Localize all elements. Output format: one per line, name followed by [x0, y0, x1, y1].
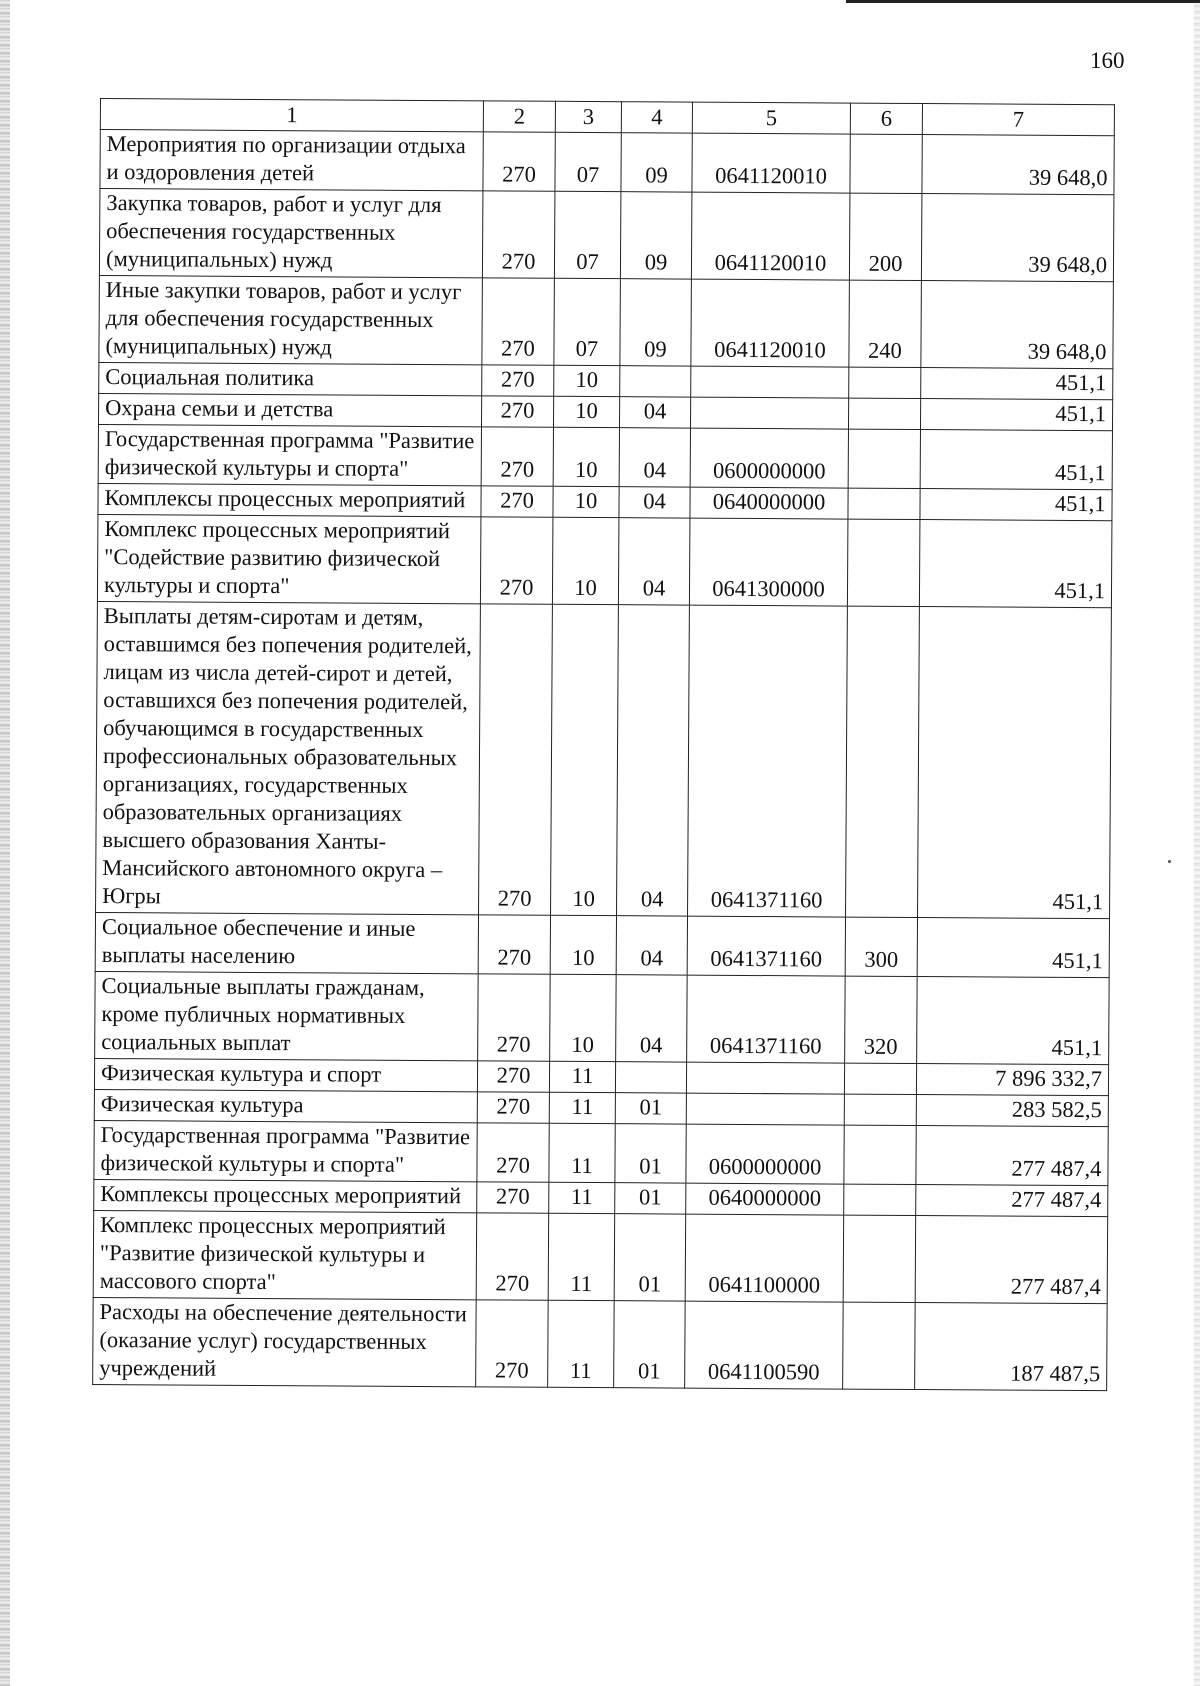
- row-expense-type-cell: [843, 1302, 916, 1389]
- row-target-article-cell: 0640000000: [686, 1183, 844, 1215]
- row-name-cell: Социальные выплаты гражданам, кроме публичных нормативных социальных выплат: [95, 971, 479, 1060]
- row-subsection-cell: 01: [615, 1093, 686, 1124]
- row-section-cell: 11: [548, 1213, 615, 1300]
- row-section-cell: 10: [550, 915, 616, 974]
- row-section-cell: 07: [554, 191, 621, 278]
- row-amount-cell: 451,1: [920, 430, 1112, 490]
- row-code-cell: 270: [477, 1123, 549, 1182]
- row-subsection-cell: 01: [614, 1214, 686, 1301]
- row-amount-cell: 39 648,0: [921, 281, 1114, 369]
- row-name-cell: Государственная программа "Развитие физической культуры и спорта": [98, 424, 481, 485]
- row-code-cell: 270: [476, 1213, 549, 1300]
- row-name-cell: Социальная политика: [99, 362, 482, 395]
- row-subsection-cell: [620, 366, 691, 397]
- row-section-cell: 10: [553, 486, 619, 517]
- page-number: 160: [1090, 48, 1125, 73]
- table-row: [96, 601, 1112, 918]
- row-section-cell: 07: [554, 278, 621, 365]
- row-subsection-cell: 09: [620, 192, 692, 279]
- row-code-cell: 270: [476, 1300, 549, 1387]
- row-code-cell: 270: [481, 486, 553, 517]
- row-amount-cell: 277 487,4: [916, 1185, 1108, 1217]
- row-code-cell: 270: [481, 396, 553, 427]
- row-target-article-cell: 0641371160: [687, 916, 845, 976]
- table-body: [93, 130, 1115, 1391]
- table-row: [94, 1120, 1108, 1185]
- row-code-cell: 270: [477, 1061, 549, 1092]
- row-target-article-cell: 0641120010: [692, 133, 850, 193]
- row-name-cell: Комплексы процессных мероприятий: [98, 483, 481, 516]
- row-expense-type-cell: [848, 398, 920, 429]
- table-row: [98, 424, 1112, 489]
- row-code-cell: 270: [482, 365, 554, 396]
- row-amount-cell: 39 648,0: [921, 194, 1114, 282]
- row-section-cell: 10: [553, 396, 619, 427]
- row-subsection-cell: 01: [614, 1301, 686, 1388]
- row-code-cell: 270: [478, 915, 550, 974]
- row-expense-type-cell: 200: [849, 193, 922, 280]
- column-header: 5: [692, 102, 850, 134]
- row-subsection-cell: 04: [619, 428, 690, 487]
- row-code-cell: 270: [481, 427, 553, 486]
- table-row: [99, 189, 1114, 282]
- row-code-cell: 270: [478, 974, 551, 1061]
- column-header: 4: [621, 102, 692, 133]
- row-expense-type-cell: [846, 606, 920, 917]
- row-amount-cell: 283 582,5: [916, 1095, 1108, 1127]
- table-row: [100, 130, 1114, 195]
- row-code-cell: 270: [477, 1092, 549, 1123]
- row-code-cell: 270: [482, 278, 555, 365]
- row-expense-type-cell: 300: [845, 917, 917, 976]
- row-name-cell: Комплексы процессных мероприятий: [94, 1179, 477, 1212]
- row-code-cell: 270: [482, 191, 555, 278]
- row-section-cell: 11: [549, 1123, 615, 1182]
- column-header: 3: [555, 101, 621, 132]
- row-expense-type-cell: [844, 1094, 916, 1125]
- row-amount-cell: 451,1: [920, 399, 1112, 431]
- row-expense-type-cell: 240: [849, 280, 922, 367]
- column-header: 6: [850, 103, 922, 134]
- row-section-cell: 11: [549, 1061, 615, 1092]
- row-target-article-cell: 0641100000: [685, 1214, 844, 1302]
- row-name-cell: Закупка товаров, работ и услуг для обеспечения государственных (муниципальных) нужд: [99, 189, 483, 278]
- scan-speck: [1168, 860, 1171, 863]
- row-name-cell: Комплекс процессных мероприятий "Содействие развитию физической культуры и спорта": [97, 514, 481, 603]
- row-expense-type-cell: [843, 1215, 916, 1302]
- table-row: [95, 912, 1109, 977]
- row-target-article-cell: [691, 366, 849, 398]
- row-target-article-cell: 0641120010: [691, 279, 850, 367]
- row-target-article-cell: [690, 397, 848, 429]
- row-amount-cell: 451,1: [921, 368, 1113, 400]
- row-subsection-cell: 01: [615, 1183, 686, 1214]
- row-section-cell: 11: [549, 1092, 615, 1123]
- row-section-cell: 11: [548, 1300, 615, 1387]
- row-section-cell: 10: [554, 365, 620, 396]
- column-header: 7: [922, 104, 1114, 136]
- row-target-article-cell: [686, 1093, 844, 1125]
- row-expense-type-cell: [844, 1184, 916, 1215]
- row-section-cell: 10: [551, 604, 619, 915]
- row-subsection-cell: [615, 1062, 686, 1093]
- row-subsection-cell: 01: [615, 1124, 686, 1183]
- row-subsection-cell: 04: [617, 605, 690, 916]
- row-target-article-cell: 0641371160: [687, 975, 846, 1063]
- table-row: [93, 1297, 1108, 1390]
- row-amount-cell: 451,1: [919, 520, 1112, 608]
- row-name-cell: Комплекс процессных мероприятий "Развитие физической культуры и массового спорта": [93, 1210, 477, 1299]
- row-name-cell: Охрана семьи и детства: [99, 393, 482, 426]
- row-expense-type-cell: [844, 1125, 916, 1184]
- row-section-cell: 10: [552, 517, 619, 604]
- row-name-cell: Физическая культура: [94, 1089, 477, 1122]
- row-code-cell: 270: [480, 517, 553, 604]
- row-amount-cell: 277 487,4: [916, 1126, 1108, 1186]
- budget-table: [92, 98, 1115, 1391]
- row-name-cell: Расходы на обеспечение деятельности (оказание услуг) государственных учреждений: [93, 1297, 477, 1386]
- row-target-article-cell: 0640000000: [690, 487, 848, 519]
- row-subsection-cell: 04: [616, 916, 687, 975]
- row-name-cell: Физическая культура и спорт: [94, 1058, 477, 1091]
- row-amount-cell: 451,1: [920, 489, 1112, 521]
- top-rule: [846, 0, 1200, 3]
- row-code-cell: 270: [483, 132, 555, 191]
- row-expense-type-cell: [850, 134, 922, 193]
- row-subsection-cell: 04: [619, 487, 690, 518]
- row-expense-type-cell: 320: [845, 976, 918, 1063]
- row-name-cell: Иные закупки товаров, работ и услуг для обеспечения государственных (муниципальных) нужд: [99, 275, 483, 364]
- row-amount-cell: 187 487,5: [915, 1303, 1108, 1391]
- column-header: 2: [483, 101, 555, 132]
- row-subsection-cell: 09: [621, 133, 692, 192]
- row-subsection-cell: 04: [616, 975, 688, 1062]
- row-amount-cell: 451,1: [918, 607, 1112, 919]
- table-row: [95, 971, 1110, 1064]
- row-name-cell: Государственная программа "Развитие физической культуры и спорта": [94, 1120, 477, 1181]
- row-code-cell: 270: [479, 604, 553, 915]
- table-row: [99, 275, 1114, 368]
- row-amount-cell: 277 487,4: [915, 1216, 1108, 1304]
- row-amount-cell: 451,1: [917, 918, 1109, 978]
- row-amount-cell: 451,1: [917, 977, 1110, 1065]
- row-expense-type-cell: [849, 367, 921, 398]
- table-row: [93, 1210, 1108, 1303]
- row-expense-type-cell: [848, 488, 920, 519]
- row-code-cell: 270: [477, 1182, 549, 1213]
- row-target-article-cell: 0600000000: [686, 1124, 844, 1184]
- row-amount-cell: 39 648,0: [922, 135, 1114, 195]
- scan-edge-right: [1194, 0, 1200, 1686]
- row-target-article-cell: 0600000000: [690, 428, 848, 488]
- row-target-article-cell: 0641300000: [689, 518, 848, 606]
- row-section-cell: 10: [553, 427, 619, 486]
- row-name-cell: Мероприятия по организации отдыха и оздоровления детей: [100, 130, 483, 191]
- row-expense-type-cell: [848, 429, 920, 488]
- row-expense-type-cell: [844, 1063, 916, 1094]
- scan-edge-left: [0, 0, 10, 1686]
- row-subsection-cell: 04: [618, 518, 690, 605]
- row-target-article-cell: 0641120010: [691, 192, 850, 280]
- row-target-article-cell: [686, 1062, 844, 1094]
- row-subsection-cell: 09: [620, 279, 692, 366]
- row-subsection-cell: 04: [619, 397, 690, 428]
- row-section-cell: 07: [555, 132, 621, 191]
- table-row: [97, 514, 1112, 607]
- row-name-cell: Социальное обеспечение и иные выплаты населению: [95, 912, 478, 973]
- column-header: 1: [100, 99, 483, 132]
- row-section-cell: 10: [550, 974, 617, 1061]
- row-target-article-cell: 0641100590: [685, 1301, 844, 1389]
- row-section-cell: 11: [549, 1182, 615, 1213]
- row-target-article-cell: 0641371160: [688, 605, 848, 917]
- row-name-cell: Выплаты детям-сиротам и детям, оставшимся без попечения родителей, лицам из числа детей-сирот и детей, оставшихся без попечения родителей, обучающимся в государственных профессиональных образовательных организациях, государственных образовательных организациях высшего образования Ханты-Мансийского автономного округа – Югры: [96, 601, 481, 914]
- row-expense-type-cell: [847, 519, 920, 606]
- row-amount-cell: 7 896 332,7: [916, 1064, 1108, 1096]
